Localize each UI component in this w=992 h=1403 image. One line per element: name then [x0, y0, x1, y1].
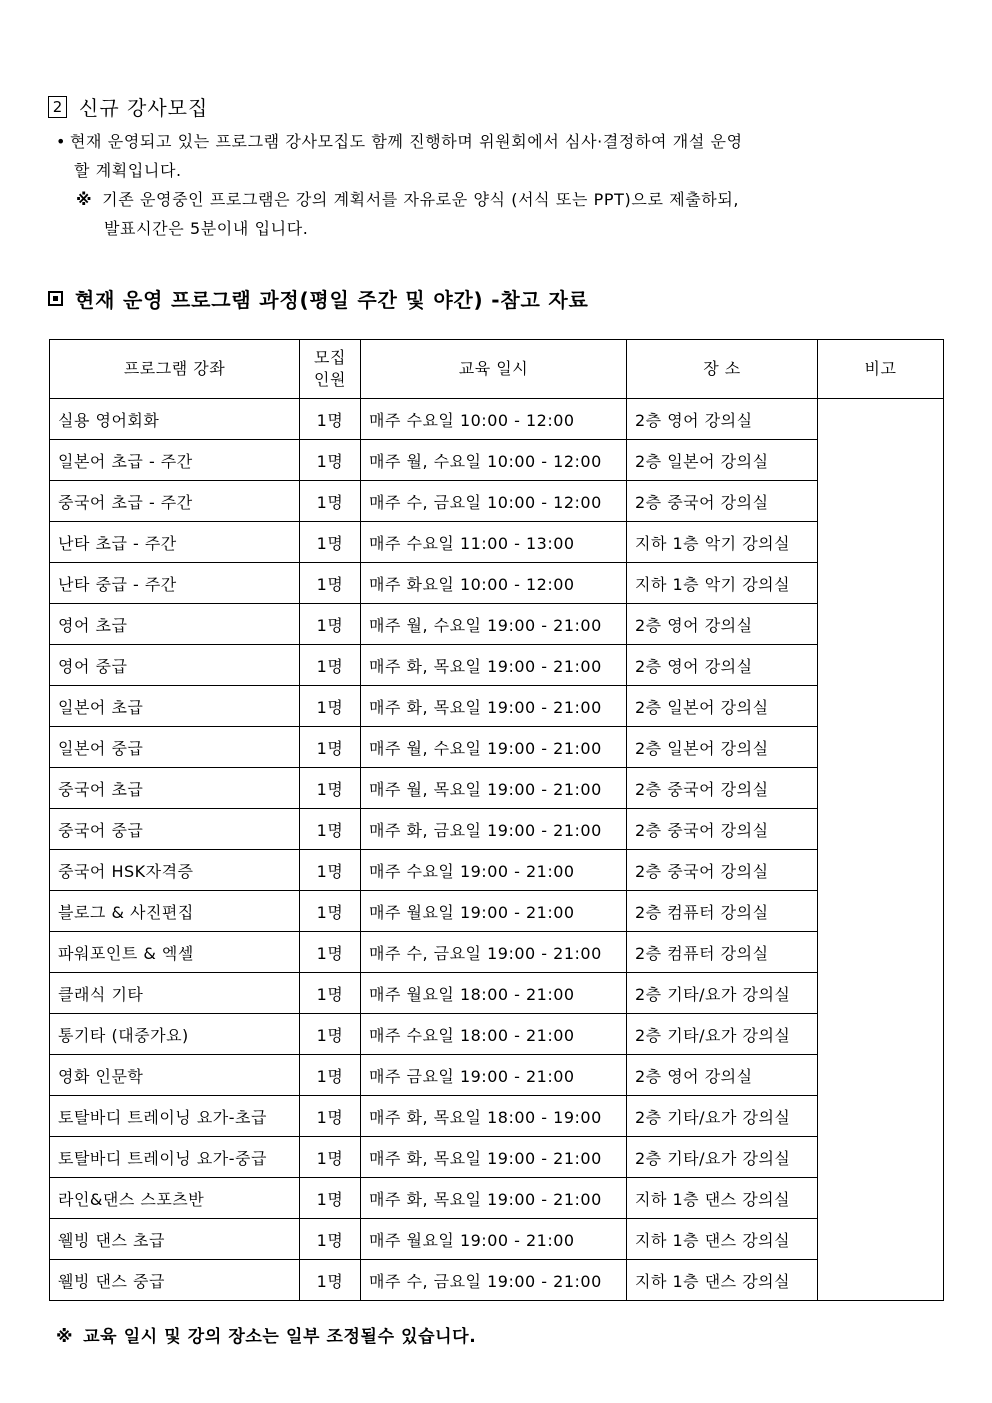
cell-place: 2층 영어 강의실 [627, 1055, 818, 1096]
cell-program: 웰빙 댄스 중급 [50, 1260, 300, 1301]
cell-recruit-count: 1명 [300, 932, 361, 973]
cell-program: 클래식 기타 [50, 973, 300, 1014]
cell-place: 2층 중국어 강의실 [627, 768, 818, 809]
cell-schedule: 매주 수, 금요일 19:00 - 21:00 [361, 932, 627, 973]
cell-recruit-count: 1명 [300, 440, 361, 481]
cell-place: 2층 영어 강의실 [627, 399, 818, 440]
cell-program: 중국어 초급 - 주간 [50, 481, 300, 522]
cell-schedule: 매주 월요일 18:00 - 21:00 [361, 973, 627, 1014]
table-heading [48, 284, 589, 313]
table-row [50, 1014, 944, 1055]
cell-program: 파워포인트 & 엑셀 [50, 932, 300, 973]
cell-schedule: 매주 월, 목요일 19:00 - 21:00 [361, 768, 627, 809]
table-row [50, 686, 944, 727]
note-line-1 [76, 190, 739, 210]
cell-recruit-count: 1명 [300, 768, 361, 809]
cell-program: 중국어 중급 [50, 809, 300, 850]
cell-schedule: 매주 수요일 19:00 - 21:00 [361, 850, 627, 891]
cell-program: 웰빙 댄스 초급 [50, 1219, 300, 1260]
note-line-2: 발표시간은 5분이내 입니다. [104, 219, 309, 238]
cell-recruit-count: 1명 [300, 850, 361, 891]
cell-place: 2층 영어 강의실 [627, 645, 818, 686]
cell-place: 지하 1층 악기 강의실 [627, 563, 818, 604]
cell-place: 2층 기타/요가 강의실 [627, 973, 818, 1014]
cell-recruit-count: 1명 [300, 522, 361, 563]
table-row [50, 1178, 944, 1219]
cell-recruit-count: 1명 [300, 1096, 361, 1137]
square-bullet-icon [48, 291, 63, 306]
table-row [50, 1137, 944, 1178]
cell-schedule: 매주 화, 목요일 18:00 - 19:00 [361, 1096, 627, 1137]
cell-program: 영화 인문학 [50, 1055, 300, 1096]
section-number-box: 2 [48, 96, 67, 118]
cell-recruit-count: 1명 [300, 399, 361, 440]
cell-program: 토탈바디 트레이닝 요가-중급 [50, 1137, 300, 1178]
table-row [50, 727, 944, 768]
table-row [50, 645, 944, 686]
cell-recruit-count: 1명 [300, 563, 361, 604]
cell-recruit-count: 1명 [300, 1219, 361, 1260]
note-text-1: 기존 운영중인 프로그램은 강의 계획서를 자유로운 양식 (서식 또는 PPT)으로 제출하되, [102, 190, 740, 209]
header-recruit-line-1: 모집 [314, 348, 346, 367]
cell-recruit-count: 1명 [300, 645, 361, 686]
cell-program: 중국어 초급 [50, 768, 300, 809]
cell-place: 2층 중국어 강의실 [627, 850, 818, 891]
cell-place: 지하 1층 댄스 강의실 [627, 1178, 818, 1219]
table-row [50, 481, 944, 522]
cell-recruit-count: 1명 [300, 481, 361, 522]
cell-program: 라인&댄스 스포츠반 [50, 1178, 300, 1219]
cell-program: 난타 중급 - 주간 [50, 563, 300, 604]
table-row [50, 850, 944, 891]
table-row [50, 563, 944, 604]
cell-place: 2층 컴퓨터 강의실 [627, 932, 818, 973]
cell-program: 실용 영어회화 [50, 399, 300, 440]
cell-remark [818, 399, 944, 1301]
table-row [50, 1260, 944, 1301]
header-recruit-line-2: 인원 [314, 370, 346, 389]
cell-schedule: 매주 월, 수요일 19:00 - 21:00 [361, 727, 627, 768]
table-row [50, 973, 944, 1014]
cell-program: 일본어 중급 [50, 727, 300, 768]
table-row [50, 891, 944, 932]
cell-schedule: 매주 월요일 19:00 - 21:00 [361, 891, 627, 932]
cell-schedule: 매주 화요일 10:00 - 12:00 [361, 563, 627, 604]
cell-recruit-count: 1명 [300, 604, 361, 645]
intro-line-1 [56, 132, 743, 152]
cell-schedule: 매주 수요일 11:00 - 13:00 [361, 522, 627, 563]
cell-schedule: 매주 월요일 19:00 - 21:00 [361, 1219, 627, 1260]
cell-place: 2층 중국어 강의실 [627, 809, 818, 850]
cell-place: 2층 기타/요가 강의실 [627, 1137, 818, 1178]
cell-schedule: 매주 화, 목요일 19:00 - 21:00 [361, 645, 627, 686]
table-row [50, 522, 944, 563]
cell-recruit-count: 1명 [300, 973, 361, 1014]
cell-place: 2층 기타/요가 강의실 [627, 1096, 818, 1137]
header-schedule: 교육 일시 [361, 340, 627, 399]
table-heading-text: 현재 운영 프로그램 과정(평일 주간 및 야간) -참고 자료 [75, 288, 589, 312]
section-title-text: 신규 강사모집 [79, 96, 209, 120]
cell-recruit-count: 1명 [300, 891, 361, 932]
cell-recruit-count: 1명 [300, 1137, 361, 1178]
table-row [50, 399, 944, 440]
cell-schedule: 매주 금요일 19:00 - 21:00 [361, 1055, 627, 1096]
cell-place: 지하 1층 댄스 강의실 [627, 1260, 818, 1301]
cell-schedule: 매주 화, 목요일 19:00 - 21:00 [361, 686, 627, 727]
cell-program: 통기타 (대중가요) [50, 1014, 300, 1055]
footnote-text: 교육 일시 및 강의 장소는 일부 조정될수 있습니다. [83, 1327, 477, 1347]
cell-program: 영어 중급 [50, 645, 300, 686]
cell-schedule: 매주 월, 수요일 19:00 - 21:00 [361, 604, 627, 645]
table-header-row [50, 340, 944, 399]
cell-place: 2층 일본어 강의실 [627, 440, 818, 481]
cell-schedule: 매주 월, 수요일 10:00 - 12:00 [361, 440, 627, 481]
cell-recruit-count: 1명 [300, 1055, 361, 1096]
cell-program: 블로그 & 사진편집 [50, 891, 300, 932]
cell-program: 영어 초급 [50, 604, 300, 645]
table-row [50, 768, 944, 809]
cell-place: 2층 중국어 강의실 [627, 481, 818, 522]
cell-place: 지하 1층 악기 강의실 [627, 522, 818, 563]
table-row [50, 604, 944, 645]
cell-recruit-count: 1명 [300, 809, 361, 850]
cell-program: 중국어 HSK자격증 [50, 850, 300, 891]
reference-mark-icon: ※ [76, 190, 93, 209]
table-row [50, 1096, 944, 1137]
cell-program: 난타 초급 - 주간 [50, 522, 300, 563]
cell-program: 일본어 초급 [50, 686, 300, 727]
cell-recruit-count: 1명 [300, 1260, 361, 1301]
table-row [50, 809, 944, 850]
cell-schedule: 매주 화, 목요일 19:00 - 21:00 [361, 1178, 627, 1219]
footnote [56, 1322, 476, 1347]
header-recruit [300, 340, 361, 399]
cell-recruit-count: 1명 [300, 686, 361, 727]
cell-program: 일본어 초급 - 주간 [50, 440, 300, 481]
program-table [49, 339, 944, 1301]
table-row [50, 440, 944, 481]
header-program: 프로그램 강좌 [50, 340, 300, 399]
cell-place: 2층 일본어 강의실 [627, 686, 818, 727]
cell-recruit-count: 1명 [300, 1178, 361, 1219]
cell-place: 2층 컴퓨터 강의실 [627, 891, 818, 932]
cell-schedule: 매주 화, 금요일 19:00 - 21:00 [361, 809, 627, 850]
cell-place: 2층 기타/요가 강의실 [627, 1014, 818, 1055]
cell-schedule: 매주 수, 금요일 19:00 - 21:00 [361, 1260, 627, 1301]
cell-schedule: 매주 화, 목요일 19:00 - 21:00 [361, 1137, 627, 1178]
cell-schedule: 매주 수요일 10:00 - 12:00 [361, 399, 627, 440]
cell-recruit-count: 1명 [300, 727, 361, 768]
cell-schedule: 매주 수, 금요일 10:00 - 12:00 [361, 481, 627, 522]
cell-place: 지하 1층 댄스 강의실 [627, 1219, 818, 1260]
intro-text-1: 현재 운영되고 있는 프로그램 강사모집도 함께 진행하며 위원회에서 심사·결정하여 개설 운영 [70, 132, 743, 151]
cell-schedule: 매주 수요일 18:00 - 21:00 [361, 1014, 627, 1055]
cell-recruit-count: 1명 [300, 1014, 361, 1055]
table-body [50, 399, 944, 1301]
table-row [50, 1055, 944, 1096]
intro-line-2: 할 계획입니다. [74, 161, 182, 180]
section-title [48, 92, 208, 121]
bullet-icon: • [56, 132, 67, 151]
cell-place: 2층 영어 강의실 [627, 604, 818, 645]
header-remark: 비고 [818, 340, 944, 399]
header-place: 장 소 [627, 340, 818, 399]
cell-place: 2층 일본어 강의실 [627, 727, 818, 768]
table-row [50, 1219, 944, 1260]
table-row [50, 932, 944, 973]
reference-mark-icon: ※ [56, 1327, 74, 1347]
cell-program: 토탈바디 트레이닝 요가-초급 [50, 1096, 300, 1137]
